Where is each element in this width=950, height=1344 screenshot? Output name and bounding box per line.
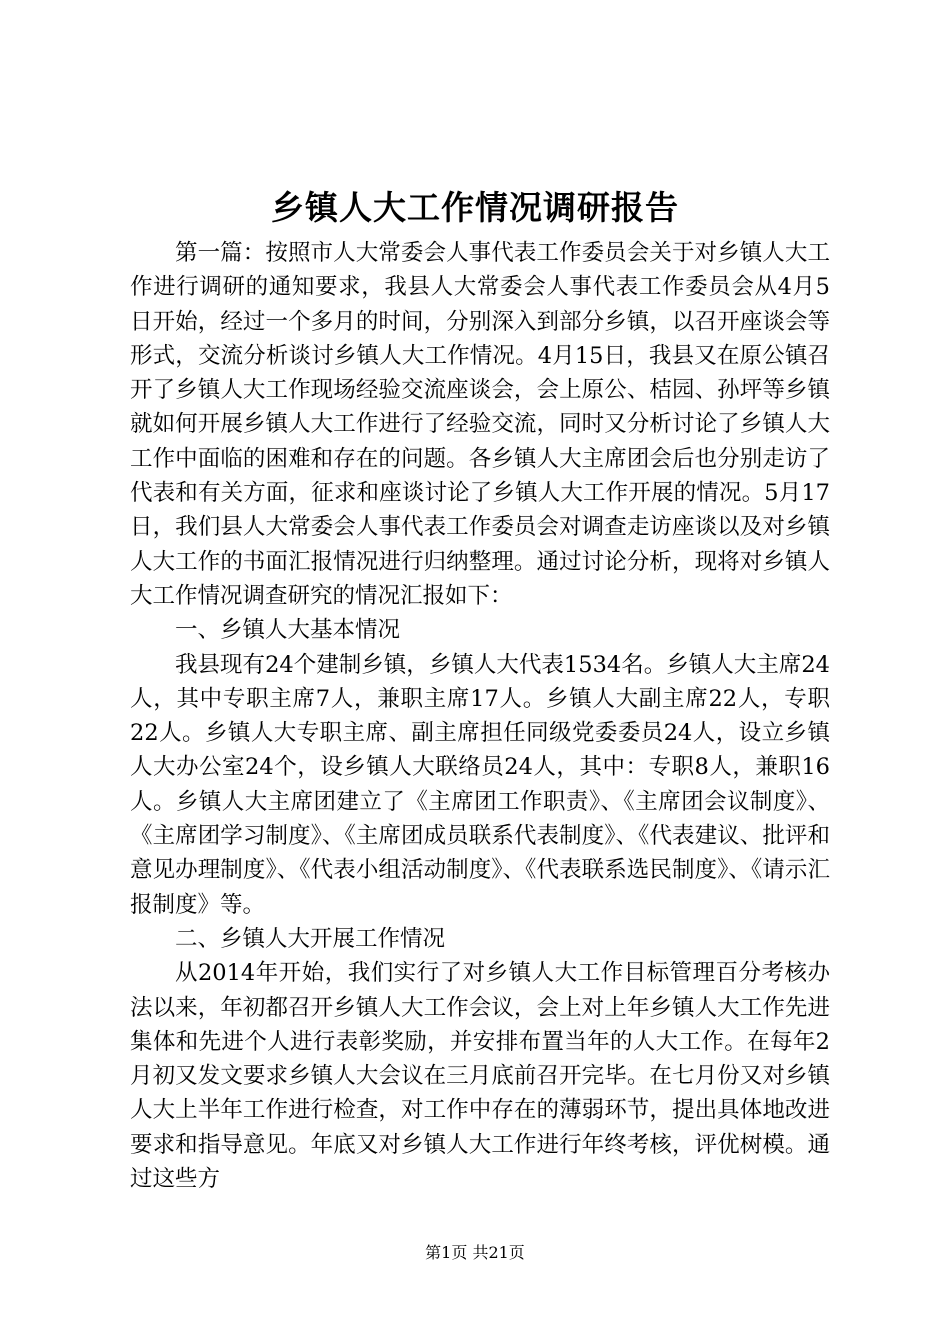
paragraph-work-situation: 从2014年开始，我们实行了对乡镇人大工作目标管理百分考核办法以来，年初都召开乡镇人大工作会议，会上对上年乡镇人大工作先进集体和先进个人进行表彰奖励，并安排布置当年的人大工作。在每年2月初又发文要求乡镇人大会议在三月底前召开完毕。在七月份又对乡镇人大上半年工作进行检查，对工作中存在的薄弱环节，提出具体地改进要求和指导意见。年底又对乡镇人大工作进行年终考核，评优树模。通过这些方 <box>130 960 830 1193</box>
paragraph-basic-situation: 我县现有24个建制乡镇，乡镇人大代表1534名。乡镇人大主席24人，其中专职主席7人，兼职主席17人。乡镇人大副主席22人，专职22人。乡镇人大专职主席、副主席担任同级党委委员24人，设立乡镇人大办公室24个，设乡镇人大联络员24人，其中：专职8人，兼职16人。乡镇人大主席团建立了《主席团工作职责》、《主席团会议制度》、《主席团学习制度》、《主席团成员联系代表制度》、《代表建议、批评和意见办理制度》、《代表小组活动制度》、《代表联系选民制度》、《请示汇报制度》等。 <box>130 651 830 918</box>
section-heading-2: 二、乡镇人大开展工作情况 <box>175 925 446 952</box>
page-number-footer: 第1页 共21页 <box>425 1243 525 1262</box>
document-body <box>130 236 830 1196</box>
section-heading-1: 一、乡镇人大基本情况 <box>175 617 401 644</box>
paragraph-intro: 第一篇：按照市人大常委会人事代表工作委员会关于对乡镇人大工作进行调研的通知要求，我县人大常委会人事代表工作委员会从4月5日开始，经过一个多月的时间，分别深入到部分乡镇，以召开座谈会等形式，交流分析谈讨乡镇人大工作情况。4月15日，我县又在原公镇召开了乡镇人大工作现场经验交流座谈会，会上原公、桔园、孙坪等乡镇就如何开展乡镇人大工作进行了经验交流，同时又分析讨论了乡镇人大工作中面临的困难和存在的问题。各乡镇人大主席团会后也分别走访了代表和有关方面，征求和座谈讨论了乡镇人大工作开展的情况。5月17日，我们县人大常委会人事代表工作委员会对调查走访座谈以及对乡镇人大工作的书面汇报情况进行归纳整理。通过讨论分析，现将对乡镇人大工作情况调查研究的情况汇报如下： <box>130 240 830 609</box>
document-title: 乡镇人大工作情况调研报告 <box>271 188 679 227</box>
